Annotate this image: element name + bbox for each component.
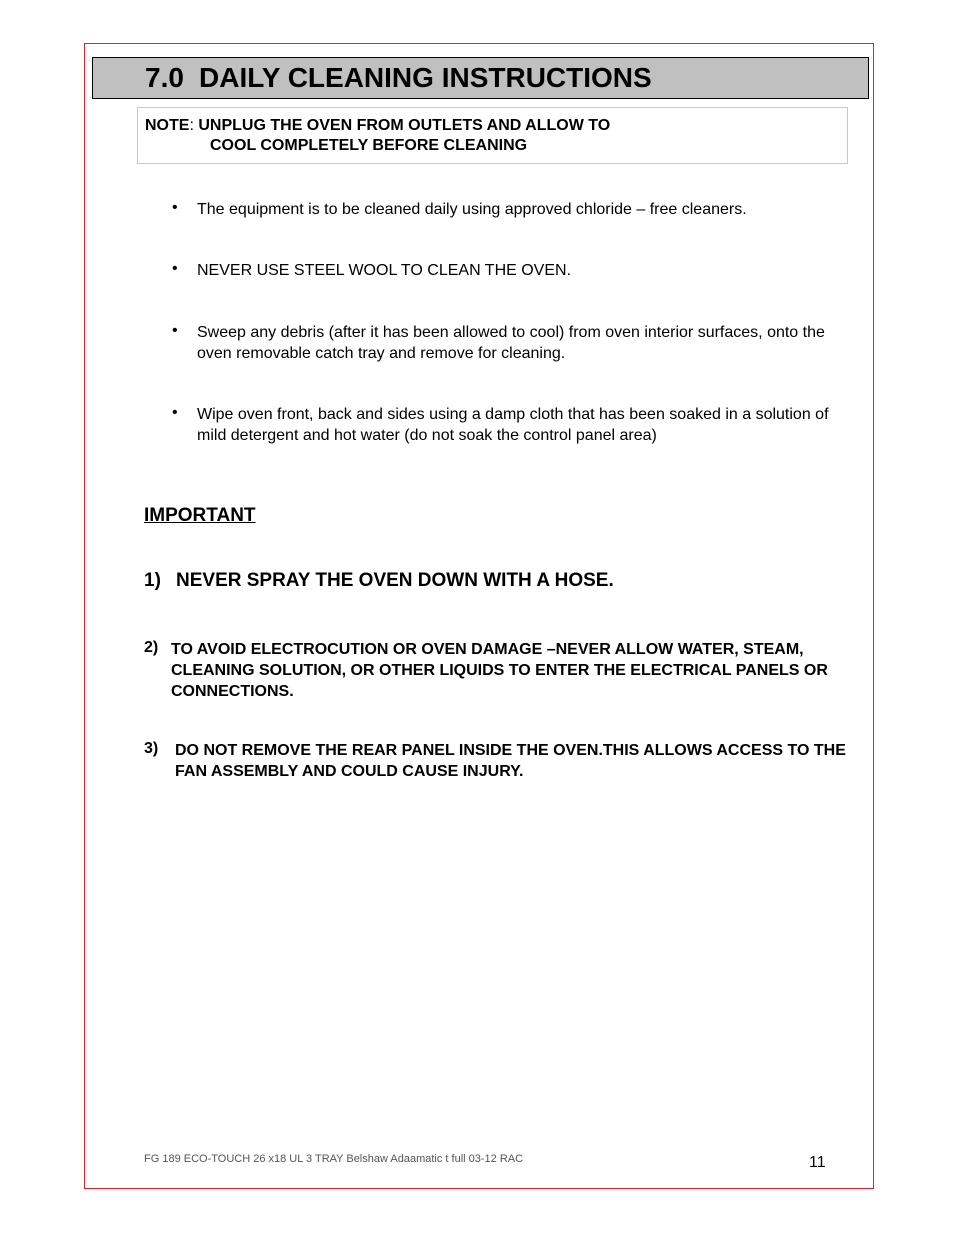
bullet-text: Wipe oven front, back and sides using a damp cloth that has been soaked in a solution of mild detergent and hot water (do not soak the control panel area) (197, 406, 829, 444)
bullet-text: The equipment is to be cleaned daily using approved chloride – free cleaners. (197, 201, 747, 218)
page-number: 11 (809, 1154, 826, 1171)
warning-text: NEVER SPRAY THE OVEN DOWN WITH A HOSE. (176, 570, 614, 591)
bullet-marker: • (172, 199, 178, 216)
warning-number: 2) (144, 639, 159, 656)
footer-document-id: FG 189 ECO-TOUCH 26 x18 UL 3 TRAY Belshaw Adaamatic t full 03-12 RAC (144, 1153, 524, 1165)
note-line-1 (145, 117, 610, 135)
note-line-2: COOL COMPLETELY BEFORE CLEANING (210, 137, 528, 154)
important-heading: IMPORTANT (144, 505, 256, 526)
warning-number: 1) (144, 570, 161, 591)
warning-text: DO NOT REMOVE THE REAR PANEL INSIDE THE OVEN.THIS ALLOWS ACCESS TO THE FAN ASSEMBLY AND COULD CAUSE INJURY. (175, 742, 846, 780)
note-label: NOTE (145, 117, 190, 134)
note-colon: : (189, 117, 194, 134)
bullet-marker: • (172, 404, 178, 421)
bullet-marker: • (172, 322, 178, 339)
section-number: 7.0 (145, 62, 184, 93)
bullet-marker: • (172, 260, 178, 277)
note-box (137, 107, 848, 164)
section-title-bar (92, 57, 869, 99)
bullet-text: Sweep any debris (after it has been allowed to cool) from oven interior surfaces, onto the oven removable catch tray and remove for cleaning. (197, 324, 825, 362)
note-text-1: UNPLUG THE OVEN FROM OUTLETS AND ALLOW TO (198, 117, 611, 134)
bullet-text: NEVER USE STEEL WOOL TO CLEAN THE OVEN. (197, 262, 572, 279)
warning-number: 3) (144, 740, 159, 757)
warning-text: TO AVOID ELECTROCUTION OR OVEN DAMAGE –NEVER ALLOW WATER, STEAM, CLEANING SOLUTION, OR OTHER LIQUIDS TO ENTER THE ELECTRICAL PANELS OR CONNECTIONS. (171, 641, 828, 700)
section-title: DAILY CLEANING INSTRUCTIONS (199, 62, 652, 93)
